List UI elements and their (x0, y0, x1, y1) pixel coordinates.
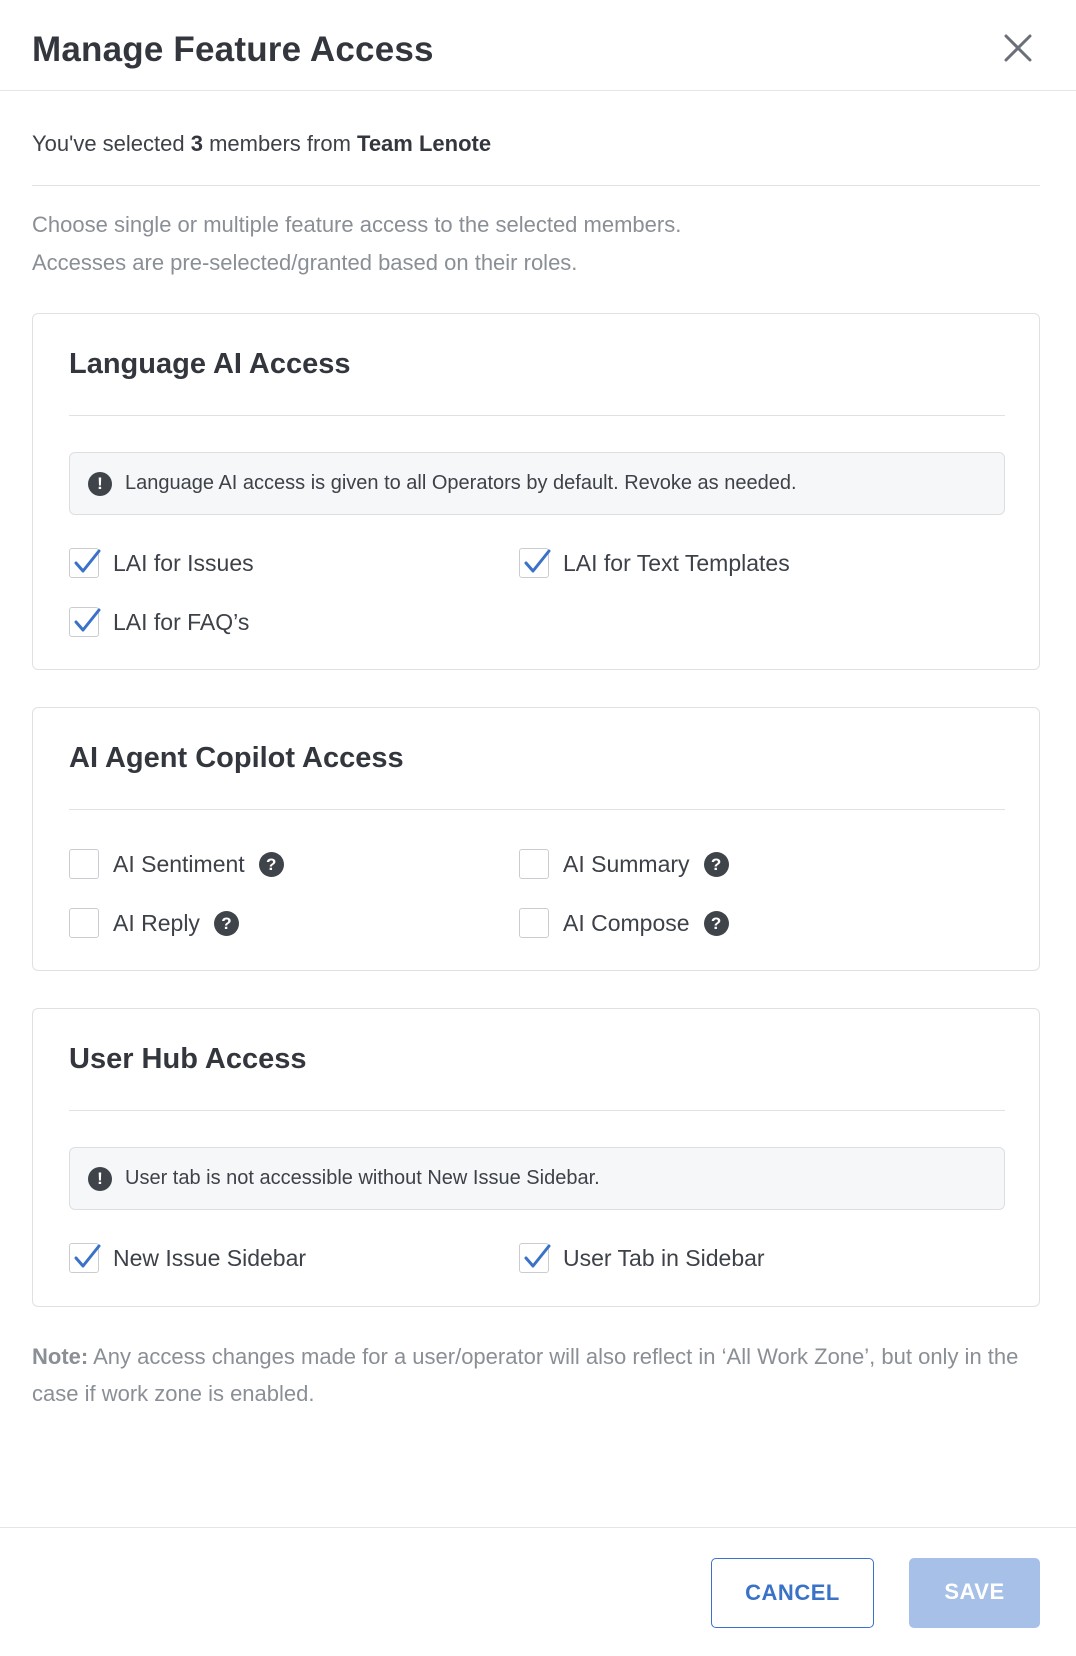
divider (69, 809, 1005, 810)
help-icon[interactable]: ? (259, 852, 284, 877)
check-icon (73, 606, 103, 636)
cancel-button[interactable]: CANCEL (711, 1558, 874, 1628)
selection-summary: You've selected 3 members from Team Lenote (32, 131, 492, 156)
close-icon[interactable] (998, 28, 1038, 68)
checkbox[interactable] (69, 849, 99, 879)
dialog-header (0, 0, 1076, 91)
note-text: Note: Any access changes made for a user/operator will also reflect in ‘All Work Zone’, but only in the case if work zone is enabled. (32, 1344, 1019, 1406)
checkbox[interactable] (69, 607, 99, 637)
team-name: Team Lenote (357, 131, 492, 156)
section-title: AI Agent Copilot Access (69, 742, 404, 774)
divider (32, 185, 1040, 186)
checkbox-lai-for-text-templates[interactable]: LAI for Text Templates (519, 547, 790, 579)
checkbox[interactable] (519, 849, 549, 879)
divider (69, 1110, 1005, 1111)
checkbox-ai-sentiment[interactable]: AI Sentiment ? (69, 848, 284, 880)
checkbox[interactable] (519, 548, 549, 578)
user-hub-access-card (32, 1008, 1040, 1307)
ai-agent-copilot-access-card (32, 707, 1040, 971)
exclamation-icon: ! (88, 472, 112, 496)
help-icon[interactable]: ? (214, 911, 239, 936)
check-icon (523, 1242, 553, 1272)
info-banner: ! User tab is not accessible without New Issue Sidebar. (69, 1147, 1005, 1210)
divider (69, 415, 1005, 416)
checkbox[interactable] (69, 548, 99, 578)
info-banner: ! Language AI access is given to all Operators by default. Revoke as needed. (69, 452, 1005, 515)
section-title: Language AI Access (69, 348, 351, 380)
checkbox[interactable] (519, 1243, 549, 1273)
checkbox-ai-reply[interactable]: AI Reply ? (69, 907, 239, 939)
dialog-title: Manage Feature Access (32, 30, 434, 69)
help-icon[interactable]: ? (704, 911, 729, 936)
checkbox[interactable] (69, 908, 99, 938)
check-icon (73, 1242, 103, 1272)
checkbox-lai-for-faqs[interactable]: LAI for FAQ’s (69, 606, 249, 638)
checkbox-ai-summary[interactable]: AI Summary ? (519, 848, 729, 880)
checkbox[interactable] (69, 1243, 99, 1273)
checkbox-user-tab-in-sidebar[interactable]: User Tab in Sidebar (519, 1242, 765, 1274)
selected-count: 3 (190, 131, 203, 156)
checkbox-new-issue-sidebar[interactable]: New Issue Sidebar (69, 1242, 306, 1274)
checkbox-ai-compose[interactable]: AI Compose ? (519, 907, 729, 939)
check-icon (73, 547, 103, 577)
check-icon (523, 547, 553, 577)
description: Choose single or multiple feature access to the selected members. Accesses are pre-selected/granted based on their roles. (32, 212, 682, 275)
checkbox[interactable] (519, 908, 549, 938)
help-icon[interactable]: ? (704, 852, 729, 877)
save-button[interactable]: SAVE (909, 1558, 1040, 1628)
dialog-footer (0, 1527, 1076, 1656)
language-ai-access-card (32, 313, 1040, 670)
section-title: User Hub Access (69, 1043, 307, 1075)
checkbox-lai-for-issues[interactable]: LAI for Issues (69, 547, 254, 579)
exclamation-icon: ! (88, 1167, 112, 1191)
